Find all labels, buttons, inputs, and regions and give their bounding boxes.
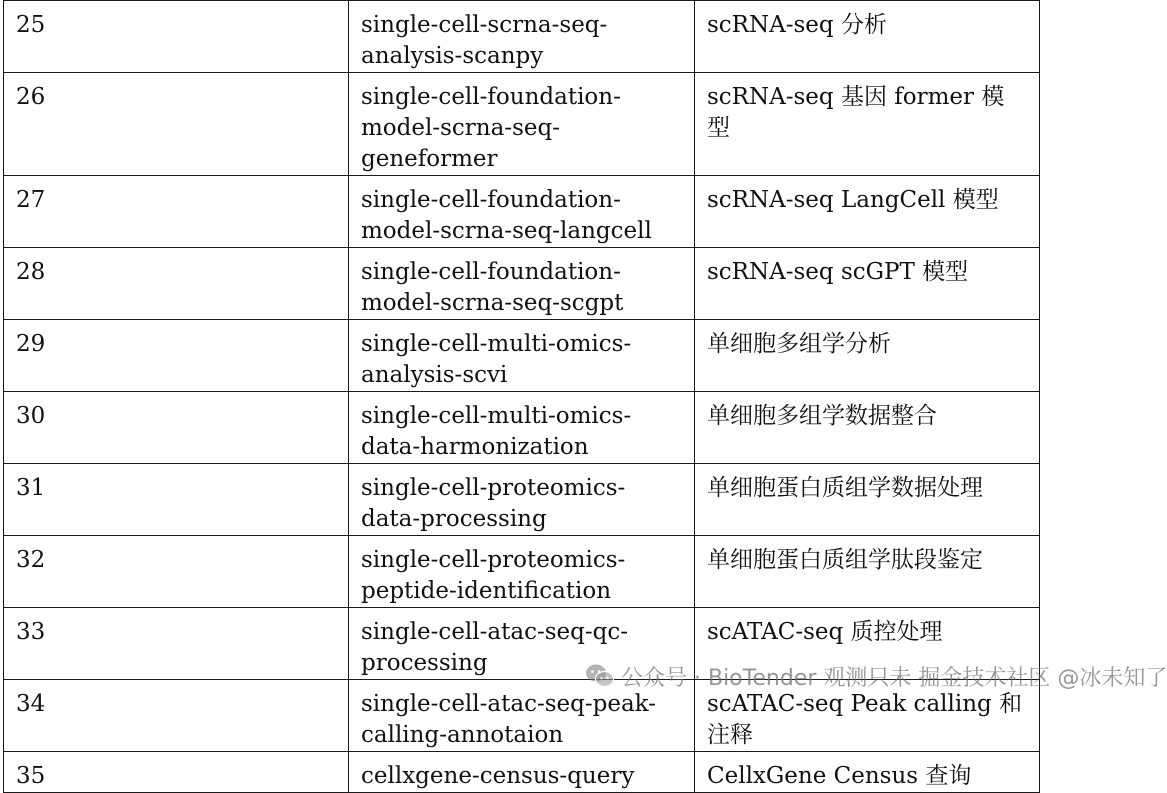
table-row: [4, 176, 1040, 248]
skills-table: [3, 0, 1040, 793]
row-number: 34: [4, 680, 349, 752]
watermark-text: 公众号 · BioTender 观测只未 掘金技术社区 @冰未知了: [621, 665, 1167, 691]
table-row: [4, 464, 1040, 536]
skill-description: scRNA-seq scGPT 模型: [695, 248, 1040, 320]
row-number: 32: [4, 536, 349, 608]
row-number: 31: [4, 464, 349, 536]
table-row: [4, 752, 1040, 793]
row-number: 35: [4, 752, 349, 793]
row-number: 26: [4, 73, 349, 176]
skill-name: single-cell-foundation-model-scrna-seq-langcell: [349, 176, 695, 248]
skill-description: scRNA-seq 分析: [695, 1, 1040, 73]
row-number: 30: [4, 392, 349, 464]
skill-name: single-cell-multi-omics-analysis-scvi: [349, 320, 695, 392]
skill-description: 单细胞蛋白质组学肽段鉴定: [695, 536, 1040, 608]
row-number: 25: [4, 1, 349, 73]
skill-description: 单细胞多组学分析: [695, 320, 1040, 392]
table-row: [4, 320, 1040, 392]
table-row: [4, 248, 1040, 320]
skill-description: scATAC-seq 质控处理: [695, 608, 1040, 680]
table-row: [4, 608, 1040, 680]
row-number: 29: [4, 320, 349, 392]
row-number: 27: [4, 176, 349, 248]
table-row: [4, 536, 1040, 608]
table-row: [4, 1, 1040, 73]
skill-name: single-cell-multi-omics-data-harmonization: [349, 392, 695, 464]
skill-name: single-cell-proteomics-data-processing: [349, 464, 695, 536]
skill-description: scRNA-seq LangCell 模型: [695, 176, 1040, 248]
table-row: [4, 392, 1040, 464]
row-number: 28: [4, 248, 349, 320]
skill-name: single-cell-atac-seq-peak-calling-annotaion: [349, 680, 695, 752]
skill-name: single-cell-scrna-seq-analysis-scanpy: [349, 1, 695, 73]
skill-description: CellxGene Census 查询: [695, 752, 1040, 793]
table-row: [4, 680, 1040, 752]
skill-name: single-cell-foundation-model-scrna-seq-geneformer: [349, 73, 695, 176]
row-number: 33: [4, 608, 349, 680]
skill-name: single-cell-atac-seq-qc-processing: [349, 608, 695, 680]
skill-name: single-cell-proteomics-peptide-identification: [349, 536, 695, 608]
skill-description: scRNA-seq 基因 former 模型: [695, 73, 1040, 176]
skill-name: single-cell-foundation-model-scrna-seq-scgpt: [349, 248, 695, 320]
skill-description: 单细胞蛋白质组学数据处理: [695, 464, 1040, 536]
table-row: [4, 73, 1040, 176]
skill-description: scATAC-seq Peak calling 和注释: [695, 680, 1040, 752]
skill-description: 单细胞多组学数据整合: [695, 392, 1040, 464]
skill-name: cellxgene-census-query: [349, 752, 695, 793]
